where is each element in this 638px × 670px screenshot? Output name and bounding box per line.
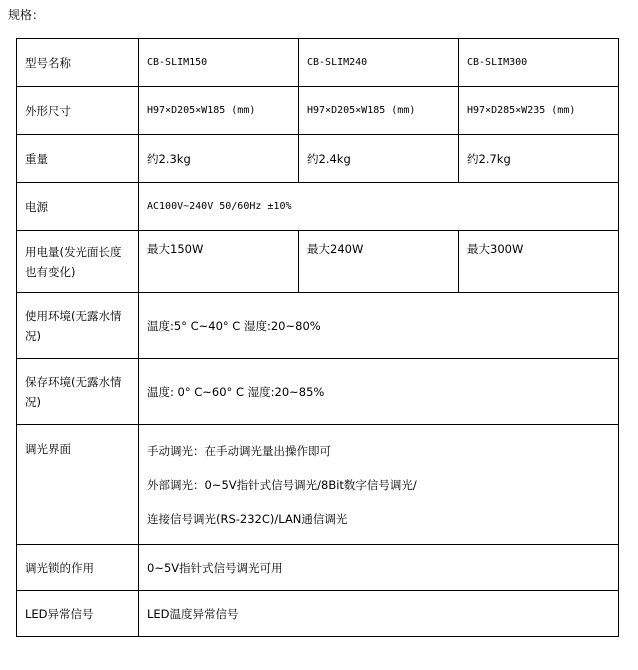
size-value-3: H97×D285×W235 (mm) xyxy=(459,87,619,135)
table-row-dimming-interface xyxy=(17,425,619,545)
spec-heading: 规格： xyxy=(8,8,45,22)
row-label-dim-lock: 调光锁的作用 xyxy=(17,545,139,591)
dimming-line-external: 外部调光：0~5V指针式信号调光/8Bit数字信号调光/ xyxy=(147,477,417,492)
table-row-size xyxy=(17,87,619,135)
model-value-1: CB-SLIM150 xyxy=(139,39,299,87)
storage-environment-value: 温度: 0° C~60° C 湿度:20~85% xyxy=(139,359,619,425)
table-row-weight xyxy=(17,135,619,183)
consumption-value-2: 最大240W xyxy=(299,231,459,293)
table-row-consumption xyxy=(17,231,619,293)
size-value-2: H97×D205×W185 (mm) xyxy=(299,87,459,135)
spec-table xyxy=(16,38,619,637)
table-row-dim-lock xyxy=(17,545,619,591)
power-value: AC100V~240V 50/60Hz ±10% xyxy=(139,183,619,231)
row-label-storage-environment: 保存环境(无露水情况) xyxy=(17,359,139,425)
row-label-dimming-interface: 调光界面 xyxy=(17,425,139,545)
consumption-value-1: 最大150W xyxy=(139,231,299,293)
row-label-use-environment: 使用环境(无露水情况) xyxy=(17,293,139,359)
table-row-power xyxy=(17,183,619,231)
table-row-led-signal xyxy=(17,591,619,637)
table-row-use-environment xyxy=(17,293,619,359)
dimming-line-manual: 手动调光：在手动调光量出操作即可 xyxy=(147,443,331,458)
weight-value-2: 约2.4kg xyxy=(299,135,459,183)
weight-value-1: 约2.3kg xyxy=(139,135,299,183)
dimming-line-serial: 连接信号调光(RS-232C)/LAN通信调光 xyxy=(147,511,348,526)
row-label-consumption: 用电量(发光面长度也有变化) xyxy=(17,231,139,293)
model-value-3: CB-SLIM300 xyxy=(459,39,619,87)
use-environment-value: 温度:5° C~40° C 湿度:20~80% xyxy=(139,293,619,359)
row-label-size: 外形尺寸 xyxy=(17,87,139,135)
table-row-model xyxy=(17,39,619,87)
led-signal-value: LED温度异常信号 xyxy=(139,591,619,637)
consumption-value-3: 最大300W xyxy=(459,231,619,293)
dim-lock-value: 0~5V指针式信号调光可用 xyxy=(139,545,619,591)
size-value-1: H97×D205×W185 (mm) xyxy=(139,87,299,135)
table-row-storage-environment xyxy=(17,359,619,425)
row-label-power: 电源 xyxy=(17,183,139,231)
model-value-2: CB-SLIM240 xyxy=(299,39,459,87)
dimming-interface-value xyxy=(139,425,619,545)
row-label-led-signal: LED异常信号 xyxy=(17,591,139,637)
row-label-model: 型号名称 xyxy=(17,39,139,87)
row-label-weight: 重量 xyxy=(17,135,139,183)
weight-value-3: 约2.7kg xyxy=(459,135,619,183)
